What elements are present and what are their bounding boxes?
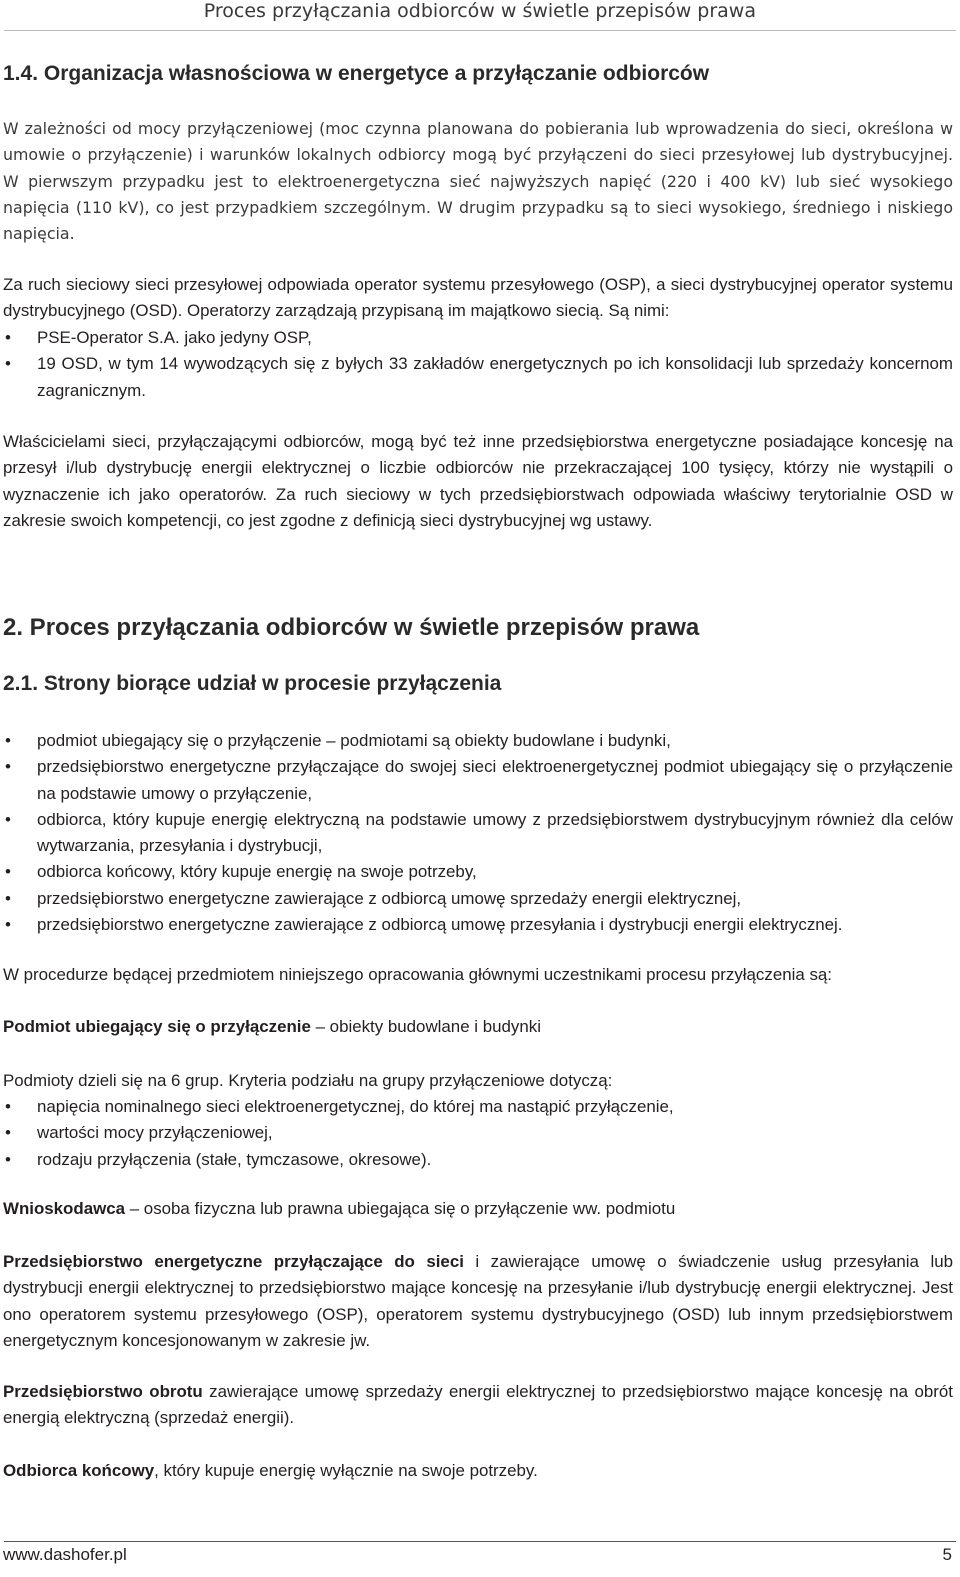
operators-list — [3, 325, 953, 404]
footer-rule — [4, 1541, 956, 1542]
list-item: • przedsiębiorstwo energetyczne zawierające z odbiorcą umowę sprzedaży energii elektrycznej, — [3, 886, 953, 912]
definition-podmiot — [3, 1014, 953, 1040]
list-item: • odbiorca końcowy, który kupuje energię na swoje potrzeby, — [3, 859, 953, 885]
list-item: • rodzaju przyłączenia (stałe, tymczasowe, okresowe). — [3, 1147, 953, 1173]
paragraph-network-owners: Właścicielami sieci, przyłączającymi odbiorców, mogą być też inne przedsiębiorstwa energetyczne posiadające koncesję na przesył i/lub dystrybucję energii elektrycznej o liczbie odbiorców nie przekraczającej 100 tysięcy, którzy nie wystąpili o wyznaczenie ich jako operatorów. Za ruch sieciowy w tych przedsiębiorstwach odpowiada właściwy terytorialnie OSD w zakresie swoich kompetencji, co jest zgodne z definicją sieci dystrybucyjnej wg ustawy. — [3, 432, 953, 530]
paragraph-main-participants: W procedurze będącej przedmiotem niniejszego opracowania głównymi uczestnikami procesu przyłączenia są: — [3, 965, 832, 984]
list-item: • napięcia nominalnego sieci elektroenergetycznej, do której ma nastąpić przyłączenie, — [3, 1094, 953, 1120]
header-rule — [4, 30, 956, 31]
section-heading-1-4: 1.4. Organizacja własnościowa w energetyce a przyłączanie odbiorców — [3, 62, 710, 85]
section-heading-2: 2. Proces przyłączania odbiorców w świetle przepisów prawa — [3, 614, 700, 641]
definition-term: Odbiorca końcowy — [3, 1461, 155, 1480]
subsection-heading-2-1: 2.1. Strony biorące udział w procesie przyłączenia — [3, 672, 502, 695]
definition-przedsiebiorstwo-przylaczajace — [3, 1249, 953, 1354]
definition-text: – osoba fizyczna lub prawna ubiegająca się o przyłączenie ww. podmiotu — [125, 1199, 676, 1218]
definition-wnioskodawca — [3, 1196, 953, 1222]
definition-text: i zawierające umowę o świadczenie usług przesyłania lub dystrybucji energii elektrycznej to przedsiębiorstwo mające koncesję na przesyłanie i/lub dystrybucję energii elektrycznej. Jest ono operatorem systemu przesyłowego (OSP), operatorem systemu dystrybucyjnego (OSD) lub innym przedsiębiorstwem energetycznym koncesjonowanym w zakresie jw. — [3, 1252, 953, 1350]
paragraph-operators: Za ruch sieciowy sieci przesyłowej odpowiada operator systemu przesyłowego (OSP), a sieci dystrybucyjnej operator systemu dystrybucyjnego (OSD). Operatorzy zarządzają przypisaną im majątkowo siecią. Są nimi: — [3, 275, 953, 321]
list-item: • PSE-Operator S.A. jako jedyny OSP, — [3, 325, 953, 351]
definition-term: Podmiot ubiegający się o przyłączenie — [3, 1017, 311, 1036]
page-number: 5 — [942, 1545, 952, 1564]
paragraph-groups: Podmioty dzieli się na 6 grup. Kryteria podziału na grupy przyłączeniowe dotyczą: — [3, 1071, 613, 1090]
list-item: • wartości mocy przyłączeniowej, — [3, 1120, 953, 1146]
list-item: • podmiot ubiegający się o przyłączenie – podmiotami są obiekty budowlane i budynki, — [3, 728, 953, 754]
definition-text: , który kupuje energię wyłącznie na swoje potrzeby. — [154, 1461, 538, 1480]
running-header: Proces przyłączania odbiorców w świetle przepisów prawa — [203, 0, 756, 22]
groups-criteria-list — [3, 1094, 953, 1173]
definition-przedsiebiorstwo-obrotu — [3, 1379, 953, 1432]
list-item: • przedsiębiorstwo energetyczne zawierające z odbiorcą umowę przesyłania i dystrybucji energii elektrycznej. — [3, 912, 953, 938]
parties-list — [3, 728, 953, 938]
list-item: • odbiorca, który kupuje energię elektryczną na podstawie umowy z przedsiębiorstwem dystrybucyjnym również dla celów wytwarzania, przesyłania i dystrybucji, — [3, 807, 953, 860]
definition-odbiorca-koncowy — [3, 1458, 953, 1484]
definition-term: Wnioskodawca — [3, 1199, 126, 1218]
definition-text: – obiekty budowlane i budynki — [310, 1017, 541, 1036]
list-item: • przedsiębiorstwo energetyczne przyłączające do swojej sieci elektroenergetycznej podmiot ubiegający się o przyłączenie na podstawie umowy o przyłączenie, — [3, 754, 953, 807]
definition-text: zawierające umowę sprzedaży energii elektrycznej to przedsiębiorstwo mające koncesję na obrót energią elektryczną (sprzedaż energii). — [3, 1382, 953, 1428]
paragraph-ownership-intro: W zależności od mocy przyłączeniowej (moc czynna planowana do pobierania lub wprowadzenia do sieci, określona w umowie o przyłączenie) i warunków lokalnych odbiorcy mogą być przyłączeni do sieci przesyłowej lub dystrybucyjnej. W pierwszym przypadku jest to elektroenergetyczna sieć najwyższych napięć (220 i 400 kV) lub sieć wysokiego napięcia (110 kV), co jest przypadkiem szczególnym. W drugim przypadku są to sieci wysokiego, średniego i niskiego napięcia. — [3, 119, 953, 244]
definition-term: Przedsiębiorstwo obrotu — [3, 1382, 203, 1401]
list-item: • 19 OSD, w tym 14 wywodzących się z byłych 33 zakładów energetycznych po ich konsolidacji lub sprzedaży koncernom zagranicznym. — [3, 351, 953, 404]
definition-term: Przedsiębiorstwo energetyczne przyłączające do sieci — [3, 1252, 464, 1271]
footer-website: www.dashofer.pl — [3, 1545, 127, 1564]
